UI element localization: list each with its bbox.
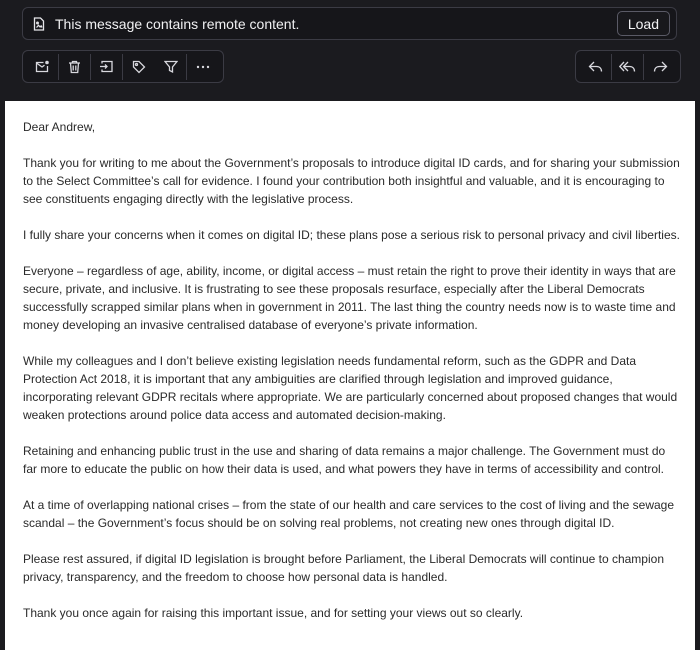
message-actions-toolbar [22,50,224,83]
more-horizontal-icon [196,65,210,69]
folder-move-icon [99,60,114,73]
move-to-folder-button[interactable] [91,54,123,80]
filter-icon [164,60,178,74]
message-body [5,101,695,650]
message-paragraph: Retaining and enhancing public trust in the use and sharing of data remains a major challenge. The Government must do far more to educate the public on how their data is used, and what powers they have in terms of accessibility and control. [23,444,666,476]
trash-icon [68,60,81,74]
label-button[interactable] [123,54,155,80]
file-image-icon [32,17,46,31]
remote-content-message: This message contains remote content. [55,15,300,32]
message-paragraph: Everyone – regardless of age, ability, income, or digital access – must retain the right to prove their identity in ways that are secure, private, and inclusive. It is frustrating to see these proposals resurface, especially after the Liberal Democrats successfully scrapped similar plans when in government in 2011. The last thing the country needs now is to waste time and money developing an invasive centralised database of everyone’s private information. [23,264,676,332]
message-paragraph: While my colleagues and I don’t believe existing legislation needs fundamental reform, such as the GDPR and Data Protection Act 2018, it is important that any ambiguities are clarified through legislation and improved guidance, incorporating relevant GDPR recitals where appropriate. We are particularly concerned about proposed changes that would weaken protections around police data access and automated decision-making. [23,354,678,422]
reply-all-icon [619,60,636,73]
reply-all-button[interactable] [612,54,644,80]
mark-unread-button[interactable] [27,54,59,80]
message-paragraph: I fully share your concerns when it comes on digital ID; these plans pose a serious risk to personal privacy and civil liberties. [23,228,680,242]
message-paragraph: Please rest assured, if digital ID legislation is brought before Parliament, the Liberal Democrats will continue to champion privacy, transparency, and the freedom to choose how personal data is handled. [23,552,664,584]
message-greeting: Dear Andrew, [23,120,96,134]
load-remote-content-button[interactable]: Load [617,11,670,36]
remote-content-banner [22,7,677,40]
reply-button[interactable] [580,54,612,80]
reply-actions-toolbar [575,50,681,83]
tag-icon [132,60,146,74]
reply-icon [588,60,603,73]
message-paragraph: At a time of overlapping national crises – from the state of our health and care services to the cost of living and the sewage scandal – the Government’s focus should be on solving real problems, not creating new ones through digital ID. [23,498,675,530]
mail-unread-icon [35,60,50,73]
forward-icon [653,60,668,73]
more-actions-button[interactable] [187,54,219,80]
message-paragraph: Thank you for writing to me about the Government’s proposals to introduce digital ID cards, and for sharing your submission to the Select Committee’s call for evidence. I found your contribution both insightful and valuable, and it is encouraging to see constituents engaging directly with the legislative process. [23,156,680,206]
message-paragraph: Thank you once again for raising this important issue, and for setting your views out so clearly. [23,606,524,620]
forward-button[interactable] [644,54,676,80]
delete-button[interactable] [59,54,91,80]
filter-button[interactable] [155,54,187,80]
